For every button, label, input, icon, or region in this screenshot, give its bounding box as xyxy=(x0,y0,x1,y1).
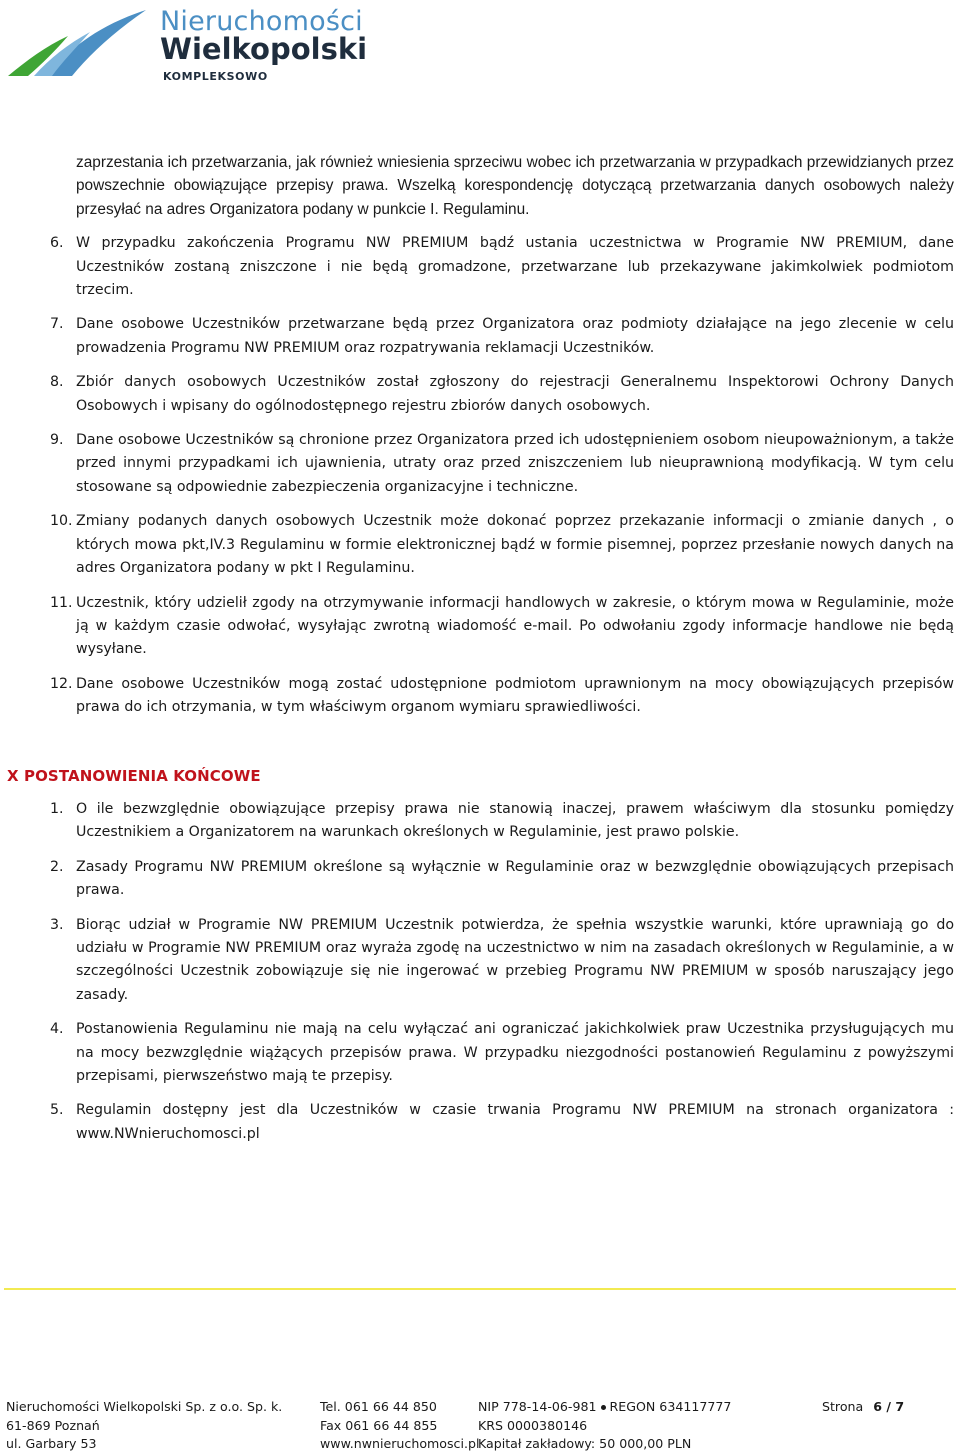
list-item-number: 12. xyxy=(50,675,73,692)
list-item xyxy=(50,313,954,360)
list-item-text: Dane osobowe Uczestników przetwarzane będą przez Organizatora oraz podmioty działające na jego zlecenie w celu prowadzenia Programu NW PREMIUM oraz rozpatrywania reklamacji Uczestników. xyxy=(76,316,954,356)
list-item-text: Uczestnik, który udzielił zgody na otrzymywanie informacji handlowych w zakresie, o którym mowa w Regulaminie, może ją w każdym czasie odwołać, wysyłając zwrotną wiadomość e-mail. Po odwołaniu zgody informacje handlowe nie będą wysyłane. xyxy=(76,594,954,658)
page-label: Strona xyxy=(822,1399,864,1414)
footer-page-number xyxy=(822,1398,904,1417)
list-item-number: 3. xyxy=(50,916,64,933)
list-item xyxy=(50,429,954,499)
section-numbered-list xyxy=(50,798,954,1146)
list-item-number: 11. xyxy=(50,594,73,611)
list-item xyxy=(50,914,954,1008)
bullet-dot-icon xyxy=(601,1405,606,1410)
list-item xyxy=(50,510,954,580)
footer-city: 61-869 Poznań xyxy=(6,1417,100,1433)
list-item-text: O ile bezwzględnie obowiązujące przepisy prawa nie stanowią inaczej, prawem właściwym dla stosunku pomiędzy Uczestnikiem a Organizatorem na warunkach określonych w Regulaminie, jest prawo polskie. xyxy=(76,800,954,841)
page-current: 6 xyxy=(873,1399,883,1414)
footer-capital: Kapitał zakładowy: 50 000,00 PLN xyxy=(478,1436,692,1451)
footer-registry-block xyxy=(478,1398,731,1454)
list-item-text: Zbiór danych osobowych Uczestników został zgłoszony do rejestracji Generalnemu Inspektorowi Ochrony Danych Osobowych i wpisany do ogólnodostępnego rejestru zbiorów danych osobowych. xyxy=(76,374,954,414)
list-item xyxy=(50,232,954,302)
list-item-text: Biorąc udział w Programie NW PREMIUM Uczestnik potwierdza, że spełnia wszystkie warunki, które uprawniają go do udziału w Programie NW PREMIUM oraz wyraża zgodę na uczestnictwo w nim na zasadach określonych w Regulaminie, a w szczególności Uczestnik zobowiązuje się nie ingerować w przebieg Programu NW PREMIUM w sposób naruszający jego zasady. xyxy=(76,916,954,1003)
page-total: 7 xyxy=(895,1399,905,1414)
logo-text-line1: Nieruchomości xyxy=(160,6,363,37)
list-item-number: 8. xyxy=(50,374,64,391)
footer-phone: Tel. 061 66 44 850 xyxy=(320,1399,437,1414)
list-item xyxy=(50,856,954,903)
list-item-number: 9. xyxy=(50,432,64,449)
footer-website[interactable]: www.nwnieruchomosci.pl xyxy=(320,1436,480,1451)
page-separator: / xyxy=(886,1399,892,1414)
footer-contact-block xyxy=(320,1398,479,1454)
logo-text-line2: Wielkopolski xyxy=(160,32,368,66)
list-item-number: 4. xyxy=(50,1021,64,1038)
footer-company-name: Nieruchomości Wielkopolski Sp. z o.o. Sp. k. xyxy=(6,1399,283,1414)
list-item-text: Regulamin dostępny jest dla Uczestników w czasie trwania Programu NW PREMIUM na stronach organizatora : www.NWnieruchomosci.pl xyxy=(76,1102,954,1142)
list-item-number: 1. xyxy=(50,800,64,817)
list-item xyxy=(50,371,954,418)
list-item-number: 2. xyxy=(50,858,64,875)
footer-street: ul. Garbary 53 xyxy=(6,1436,97,1451)
list-item xyxy=(50,592,954,662)
logo-tagline: KOMPLEKSOWO xyxy=(163,70,268,83)
list-item-text: W przypadku zakończenia Programu NW PREMIUM bądź ustania uczestnictwa w Programie NW PREMIUM, dane Uczestników zostaną zniszczone i nie będą gromadzone, przetwarzane lub przekazywane jakimkolwiek podmiotom trzecim. xyxy=(76,235,954,299)
list-item xyxy=(50,1018,954,1088)
list-item-text: Zasady Programu NW PREMIUM określone są wyłącznie w Regulaminie oraz w bezwzględnie obowiązujących przepisach prawa. xyxy=(76,858,954,899)
list-item-text: Postanowienia Regulaminu nie mają na celu wyłączać ani ograniczać jakichkolwiek praw Uczestnika przysługujących mu na mocy bezwzględnie wiążących przepisów prawa. W przypadku niezgodności postanowień Regulaminu z powyższymi przepisami, pierwszeństwo mają te przepisy. xyxy=(76,1021,954,1084)
list-item-number: 7. xyxy=(50,316,64,333)
logo-mark-icon xyxy=(6,6,154,80)
list-item xyxy=(50,1099,954,1146)
footer-company-block xyxy=(6,1398,282,1454)
footer-fax: Fax 061 66 44 855 xyxy=(320,1417,438,1433)
company-logo xyxy=(6,4,366,84)
footer-nip: NIP 778-14-06-981 xyxy=(478,1399,597,1414)
lead-paragraph: zaprzestania ich przetwarzania, jak również wniesienia sprzeciwu wobec ich przetwarzania w przypadkach przewidzianych przez powszechnie obowiązujące przepisy prawa. Wszelką korespondencję dotyczącą przetwarzania danych osobowych należy przesyłać na adres Organizatora podany w punkcie I. Regulaminu. xyxy=(76,154,954,218)
footer-krs: KRS 0000380146 xyxy=(478,1417,588,1433)
list-item xyxy=(50,798,954,845)
list-item-number: 10. xyxy=(50,513,73,530)
numbered-list xyxy=(50,232,954,719)
document-body xyxy=(7,151,954,1146)
page-footer xyxy=(6,1398,956,1454)
list-item xyxy=(50,673,954,720)
list-item-number: 5. xyxy=(50,1102,64,1119)
footer-divider xyxy=(4,1288,956,1290)
list-item-text: Dane osobowe Uczestników są chronione przez Organizatora przed ich udostępnieniem osobom nieupoważnionym, a także przed innymi przypadkami ich ujawnienia, utraty oraz przed zniszczeniem lub nieuprawnioną modyfikacją. W tym celu stosowane są odpowiednie zabezpieczenia organizacyjne i techniczne. xyxy=(76,432,954,495)
list-item-text: Dane osobowe Uczestników mogą zostać udostępnione podmiotom uprawnionym na mocy obowiązujących przepisów prawa do ich otrzymania, w tym właściwym organom wymiaru sprawiedliwości. xyxy=(76,675,954,716)
footer-regon: REGON 634117777 xyxy=(609,1399,732,1414)
list-item-number: 6. xyxy=(50,235,64,252)
section-title: X POSTANOWIENIA KOŃCOWE xyxy=(7,766,261,785)
list-item-text: Zmiany podanych danych osobowych Uczestnik może dokonać poprzez przekazanie informacji o zmianie danych , o których mowa pkt,IV.3 Regulaminu w formie elektronicznej bądź w formie pisemnej, poprzez przesłanie nowych danych na adres Organizatora podany w pkt I Regulaminu. xyxy=(76,513,954,577)
